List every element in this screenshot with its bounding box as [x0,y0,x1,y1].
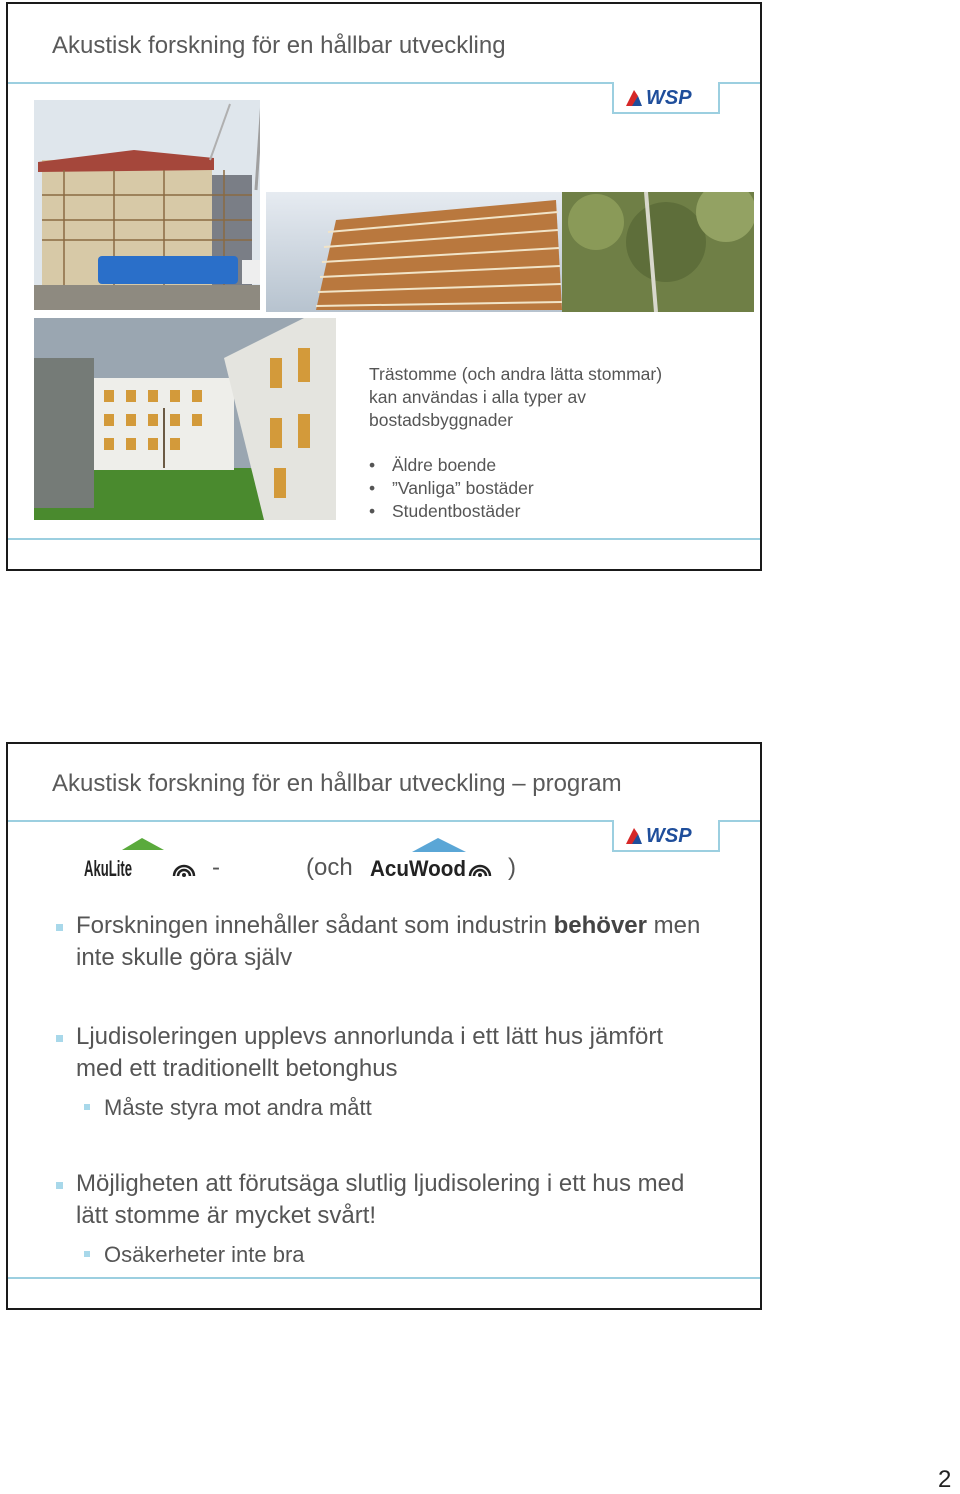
slide-1 [6,2,762,571]
photo-student-housing [34,318,336,520]
program-dash: - [212,854,220,881]
svg-text:WSP: WSP [646,87,692,109]
list-item: Ljudisoleringen upplevs annorlunda i ett lätt hus jämfört med ett traditionellt betonghus [76,1023,664,1082]
acuwood-logo [370,836,496,880]
wsp-logo-icon [624,822,708,848]
footer-divider [8,538,760,540]
list-item: Forskningen innehåller sådant som industrin behöver men inte skulle göra själv [76,912,701,971]
wsp-logo [612,82,720,114]
list-item: • Äldre boende [369,455,497,475]
slide-title: Akustisk forskning för en hållbar utveckling – program [52,770,622,797]
bullet-marker [56,1182,63,1189]
bullet-marker [56,924,63,931]
svg-text:WSP: WSP [646,825,692,847]
sub-bullet-marker [84,1251,90,1257]
list-item: Möjligheten att förutsäga slutlig ljudisolering i ett hus med lätt stomme är mycket svårt! [76,1170,685,1229]
program-close: ) [508,854,516,881]
akulite-logo [84,836,198,880]
bullet-marker [56,1035,63,1042]
slide-2 [6,742,762,1310]
slide-title: Akustisk forskning för en hållbar utveckling [52,32,506,59]
photo-construction-site [34,100,260,310]
wsp-logo-icon [624,84,708,110]
program-open: (och [306,854,353,881]
wsp-logo [612,820,720,852]
list-item: • ”Vanliga” bostäder [369,478,534,498]
svg-text:AcuWood: AcuWood [370,856,466,880]
sub-list-item: Måste styra mot andra mått [104,1095,372,1120]
svg-text:AkuLite: AkuLite [84,856,132,880]
slide1-caption: Trästomme (och andra lätta stommar) kan användas i alla typer av bostadsbyggnader [369,364,663,430]
sub-list-item: Osäkerheter inte bra [104,1242,305,1267]
sub-bullet-marker [84,1104,90,1110]
page-number: 2 [938,1466,952,1493]
footer-divider [8,1277,760,1279]
list-item: • Studentbostäder [369,501,521,521]
photo-wooden-apartment-tower [266,192,754,312]
